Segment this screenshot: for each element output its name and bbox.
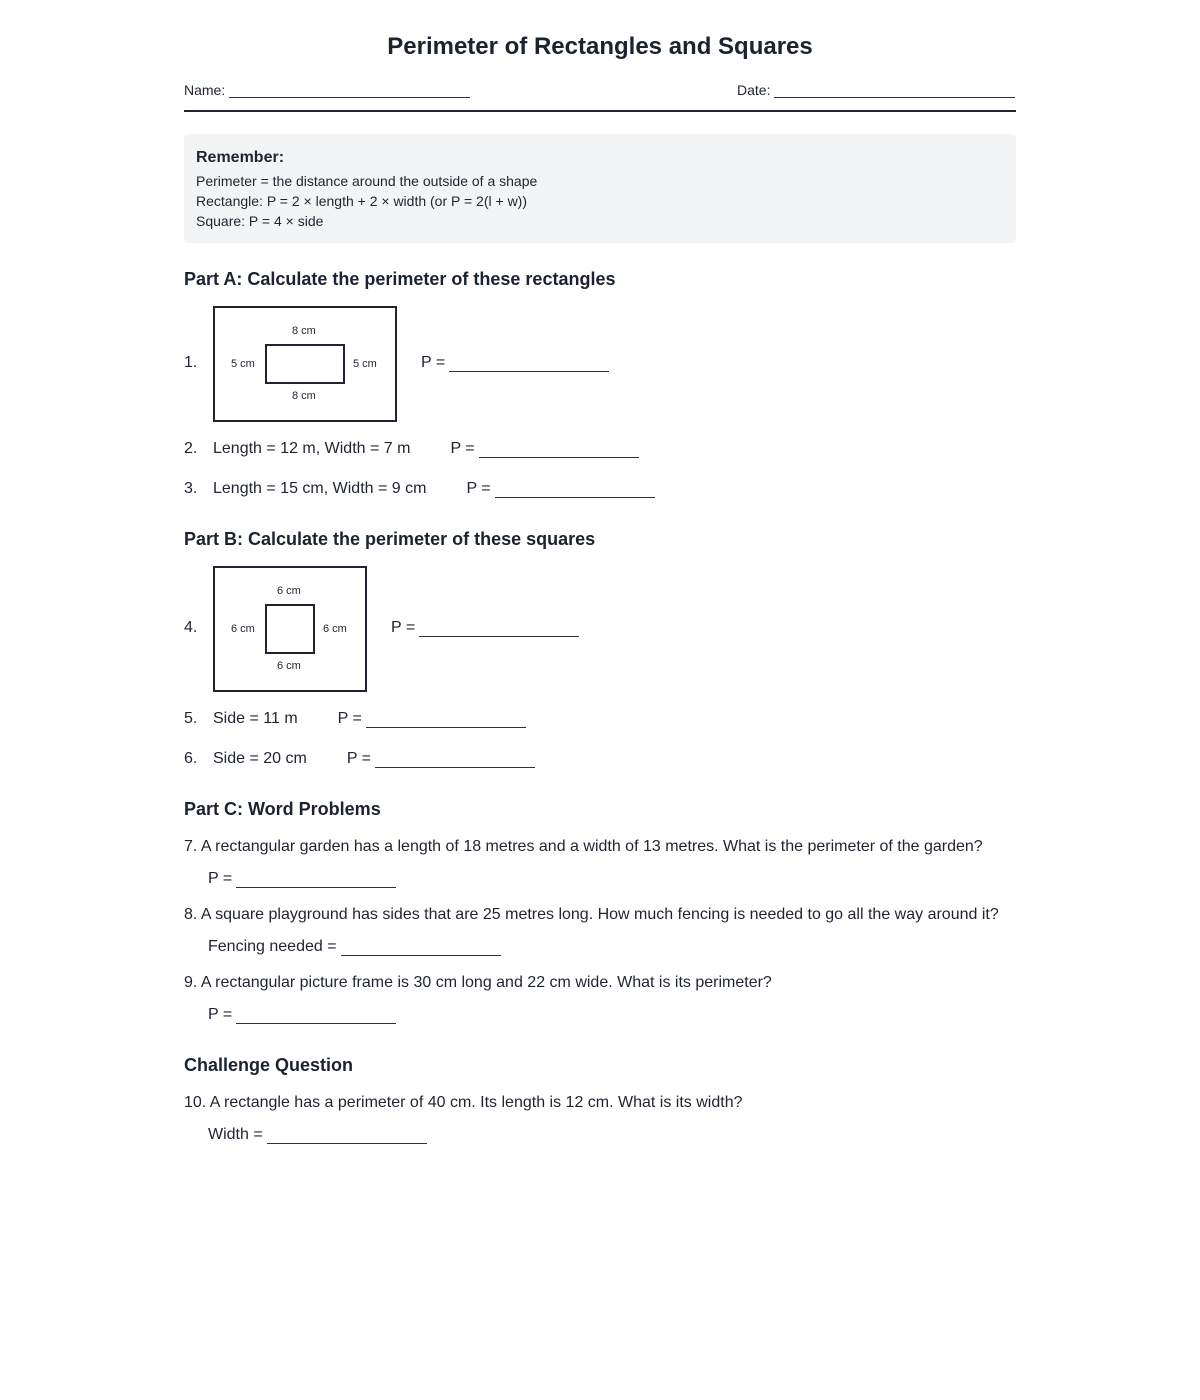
remember-box bbox=[184, 134, 1016, 243]
rectangle-bottom-label: 8 cm bbox=[292, 390, 316, 402]
rectangle-diagram bbox=[213, 306, 397, 422]
answer-field[interactable] bbox=[347, 750, 535, 768]
question-1-number-row bbox=[184, 354, 213, 372]
answer-blank[interactable] bbox=[236, 871, 396, 888]
question-4-answer[interactable] bbox=[391, 619, 579, 637]
rectangle-right-label: 5 cm bbox=[353, 358, 377, 370]
challenge-heading: Challenge Question bbox=[184, 1055, 354, 1075]
question-text: Length = 15 cm, Width = 9 cm bbox=[213, 480, 427, 497]
question-text: Side = 20 cm bbox=[213, 750, 307, 767]
answer-blank[interactable] bbox=[366, 711, 526, 728]
part-a-heading: Part A: Calculate the perimeter of these rectangles bbox=[184, 269, 616, 289]
answer-field[interactable] bbox=[450, 440, 638, 458]
question-10-text: 10. A rectangle has a perimeter of 40 cm. Its length is 12 cm. What is its width? bbox=[184, 1094, 743, 1111]
question-1-answer[interactable] bbox=[421, 354, 609, 372]
question-4-number-row bbox=[184, 619, 213, 637]
question-6 bbox=[184, 750, 535, 768]
answer-label: P = bbox=[208, 1006, 233, 1023]
answer-label: P = bbox=[391, 619, 416, 636]
question-2 bbox=[184, 440, 639, 458]
part-c-heading: Part C: Word Problems bbox=[184, 799, 381, 819]
answer-label: P = bbox=[337, 710, 362, 727]
question-5 bbox=[184, 710, 526, 728]
question-8-text: 8. A square playground has sides that are 25 metres long. How much fencing is needed to go all the way around it? bbox=[184, 906, 999, 923]
question-9-text: 9. A rectangular picture frame is 30 cm long and 22 cm wide. What is its perimeter? bbox=[184, 974, 772, 991]
page-title: Perimeter of Rectangles and Squares bbox=[387, 33, 813, 60]
question-text: Side = 11 m bbox=[213, 710, 298, 727]
question-7-text: 7. A rectangular garden has a length of 18 metres and a width of 13 metres. What is the perimeter of the garden? bbox=[184, 838, 983, 855]
date-blank[interactable] bbox=[774, 83, 1015, 98]
answer-blank[interactable] bbox=[449, 355, 609, 372]
question-number: 2. bbox=[184, 440, 198, 457]
part-b-heading: Part B: Calculate the perimeter of these squares bbox=[184, 529, 596, 549]
name-date-row bbox=[184, 80, 1016, 112]
answer-blank[interactable] bbox=[419, 620, 579, 637]
date-label: Date: bbox=[737, 82, 771, 98]
answer-blank[interactable] bbox=[495, 481, 655, 498]
date-field[interactable] bbox=[737, 82, 1015, 98]
answer-blank[interactable] bbox=[375, 751, 535, 768]
question-10-answer[interactable] bbox=[208, 1126, 427, 1144]
rectangle-top-label: 8 cm bbox=[292, 325, 316, 337]
square-shape bbox=[265, 604, 315, 654]
square-left-label: 6 cm bbox=[231, 623, 255, 635]
remember-heading: Remember: bbox=[196, 149, 285, 166]
question-number: 3. bbox=[184, 480, 198, 497]
remember-line-rectangle: Rectangle: P = 2 × length + 2 × width (or P = 2(l + w)) bbox=[196, 193, 528, 209]
answer-blank[interactable] bbox=[479, 441, 639, 458]
rectangle-shape bbox=[265, 344, 345, 384]
remember-line-perimeter: Perimeter = the distance around the outside of a shape bbox=[196, 173, 538, 189]
name-label: Name: bbox=[184, 82, 226, 98]
answer-label: P = bbox=[208, 870, 233, 887]
answer-label: Fencing needed = bbox=[208, 938, 337, 955]
answer-label: P = bbox=[421, 354, 446, 371]
name-field[interactable] bbox=[184, 82, 470, 98]
answer-blank[interactable] bbox=[267, 1127, 427, 1144]
question-7-answer[interactable] bbox=[208, 870, 396, 888]
rectangle-left-label: 5 cm bbox=[231, 358, 255, 370]
remember-line-square: Square: P = 4 × side bbox=[196, 213, 324, 229]
question-8-answer[interactable] bbox=[208, 938, 501, 956]
square-diagram bbox=[213, 566, 367, 692]
question-number: 1. bbox=[184, 354, 198, 371]
answer-label: P = bbox=[450, 440, 475, 457]
answer-blank[interactable] bbox=[236, 1007, 396, 1024]
answer-label: P = bbox=[346, 750, 371, 767]
answer-blank[interactable] bbox=[341, 939, 501, 956]
answer-field[interactable] bbox=[338, 710, 526, 728]
name-blank[interactable] bbox=[229, 83, 470, 98]
square-right-label: 6 cm bbox=[323, 623, 347, 635]
question-number: 6. bbox=[184, 750, 198, 767]
question-number: 5. bbox=[184, 710, 198, 727]
answer-label: P = bbox=[466, 480, 491, 497]
question-9-answer[interactable] bbox=[208, 1006, 396, 1024]
answer-field[interactable] bbox=[466, 480, 654, 498]
question-3 bbox=[184, 480, 655, 498]
square-bottom-label: 6 cm bbox=[277, 660, 301, 672]
question-number: 4. bbox=[184, 619, 198, 636]
question-text: Length = 12 m, Width = 7 m bbox=[213, 440, 411, 457]
square-top-label: 6 cm bbox=[277, 585, 301, 597]
answer-label: Width = bbox=[208, 1126, 263, 1143]
